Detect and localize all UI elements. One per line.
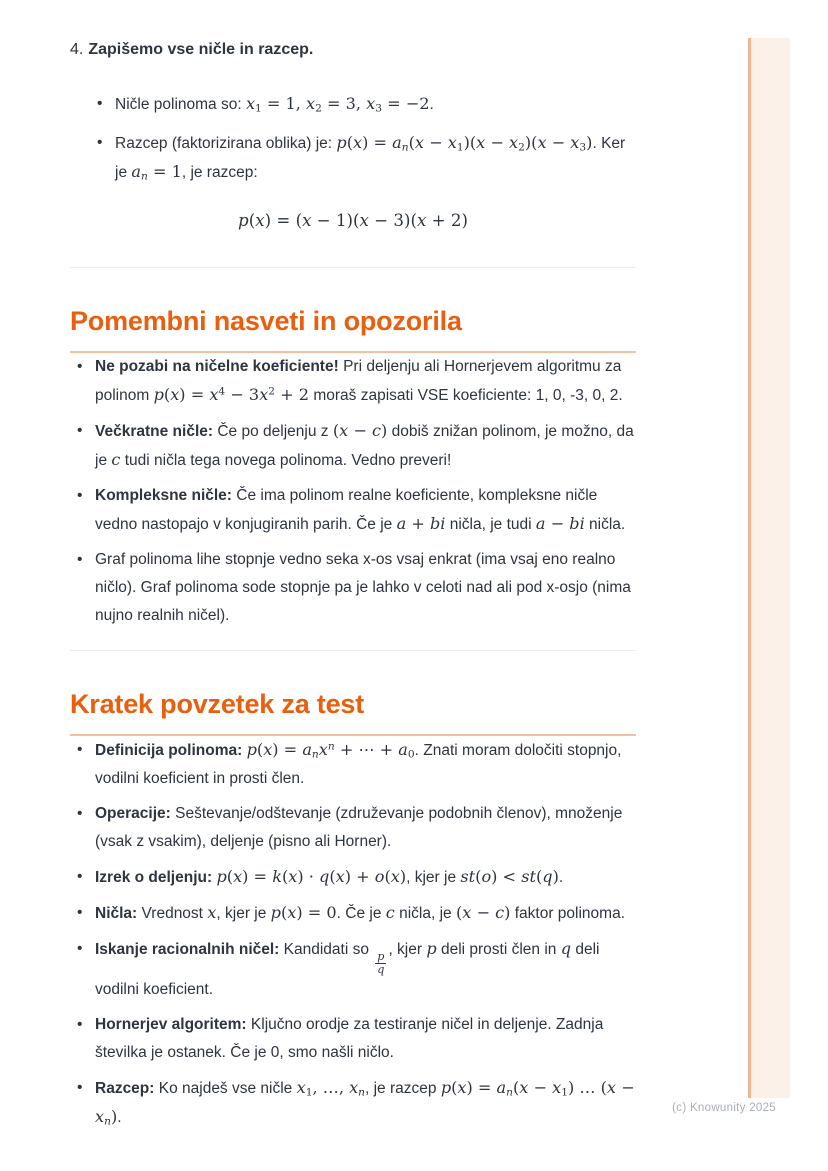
list-item bbox=[70, 736, 636, 793]
list-item-text: Ne pozabi na ničelne koeficiente! Pri deljenju ali Hornerjevem algoritmu za polinom $p(x) = x^4 - 3x^2 + 2$ moraš zapisati VSE koeficiente: 1, 0, -3, 0, 2. bbox=[95, 358, 623, 404]
page-edge-decoration bbox=[748, 38, 790, 1098]
list-item bbox=[70, 1074, 636, 1132]
list-item bbox=[70, 353, 636, 410]
section-step-4 bbox=[70, 40, 636, 233]
list-item-text: Razcep: Ko najdeš vse ničle $x_1$, …, $x_n$, je razcep $p(x) = a_n(x - x_1)$ … $(x - x_n)$. bbox=[95, 1077, 635, 1127]
list-item-text: Graf polinoma lihe stopnje vedno seka x-os vsaj enkrat (ima vsaj eno realno ničlo). Graf polinoma sode stopnje pa je lahko v celoti nad ali pod x-osjo (nima nujno realnih ničel). bbox=[95, 551, 631, 624]
list-item bbox=[70, 482, 636, 539]
section-summary bbox=[70, 687, 636, 1132]
list-item bbox=[70, 546, 636, 630]
list-item bbox=[70, 935, 636, 1004]
list-item bbox=[70, 417, 636, 475]
tips-section-heading: Pomembni nasveti in opozorila bbox=[70, 304, 636, 353]
list-item-text: Operacije: Seštevanje/odštevanje (združevanje podobnih členov), množenje (vsak z vsakim), deljenje (pisno ali Horner). bbox=[95, 805, 623, 850]
step4-bullet-list bbox=[90, 90, 636, 187]
list-item bbox=[90, 129, 636, 187]
tips-bullet-list bbox=[70, 353, 636, 630]
list-item-text: Kompleksne ničle: Če ima polinom realne koeficiente, kompleksne ničle vedno nastopajo v konjugiranih parih. Če je a + bi ničla, je tudi a − bi ničla. bbox=[95, 487, 626, 533]
list-item-text: Razcep (faktorizirana oblika) je: $p(x) = a_n(x - x_1)(x - x_2)(x - x_3)$. Ker je $a_n = 1$, je razcep: bbox=[115, 133, 626, 183]
list-item bbox=[70, 863, 636, 892]
list-item-text: Definicija polinoma: $p(x) = a_nx^n$ + ⋯ + $a_0$. Znati moram določiti stopnjo, vodilni koeficient in prosti člen. bbox=[95, 739, 622, 787]
step-title: Zapišemo vse ničle in razcep. bbox=[88, 41, 314, 58]
summary-section-heading: Kratek povzetek za test bbox=[70, 687, 636, 736]
section-divider bbox=[70, 267, 636, 268]
summary-bullet-list bbox=[70, 736, 636, 1132]
list-item-text: Hornerjev algoritem: Ključno orodje za testiranje ničel in deljenje. Zadnja številka je ostanek. Če je 0, smo našli ničlo. bbox=[95, 1015, 604, 1061]
list-item bbox=[70, 800, 636, 856]
section-divider bbox=[70, 650, 636, 651]
list-item-text: Večkratne ničle: Če po deljenju z (x − c) dobiš znižan polinom, je možno, da je c tudi ničla tega novega polinoma. Vedno preveri! bbox=[95, 421, 634, 469]
list-item-text: Ničla: Vrednost x, kjer je p(x) = 0. Če je c ničla, je (x − c) faktor polinoma. bbox=[95, 903, 626, 922]
display-equation: p(x) = (x − 1)(x − 3)(x + 2) bbox=[238, 211, 468, 230]
list-item-text: Ničle polinoma so: $x_1 = 1$, $x_2 = 3$, $x_3 = -2$. bbox=[115, 94, 434, 115]
step-number: 4. bbox=[70, 41, 84, 58]
list-item-text: Izrek o deljenju: p(x) = k(x) · q(x) + o(x), kjer je st(o) < st(q). bbox=[95, 867, 564, 886]
list-item bbox=[90, 90, 636, 119]
list-item bbox=[70, 899, 636, 928]
list-item-text: Iskanje racionalnih ničel: Kandidati so $\frac{p}{q}$ , kjer p deli prosti člen in q deli vodilni koeficient. bbox=[95, 939, 600, 998]
document-content bbox=[70, 36, 636, 1152]
section-tips bbox=[70, 304, 636, 630]
step-heading bbox=[70, 40, 636, 60]
copyright-footer: (c) Knowunity 2025 bbox=[672, 1102, 776, 1114]
list-item bbox=[70, 1011, 636, 1067]
